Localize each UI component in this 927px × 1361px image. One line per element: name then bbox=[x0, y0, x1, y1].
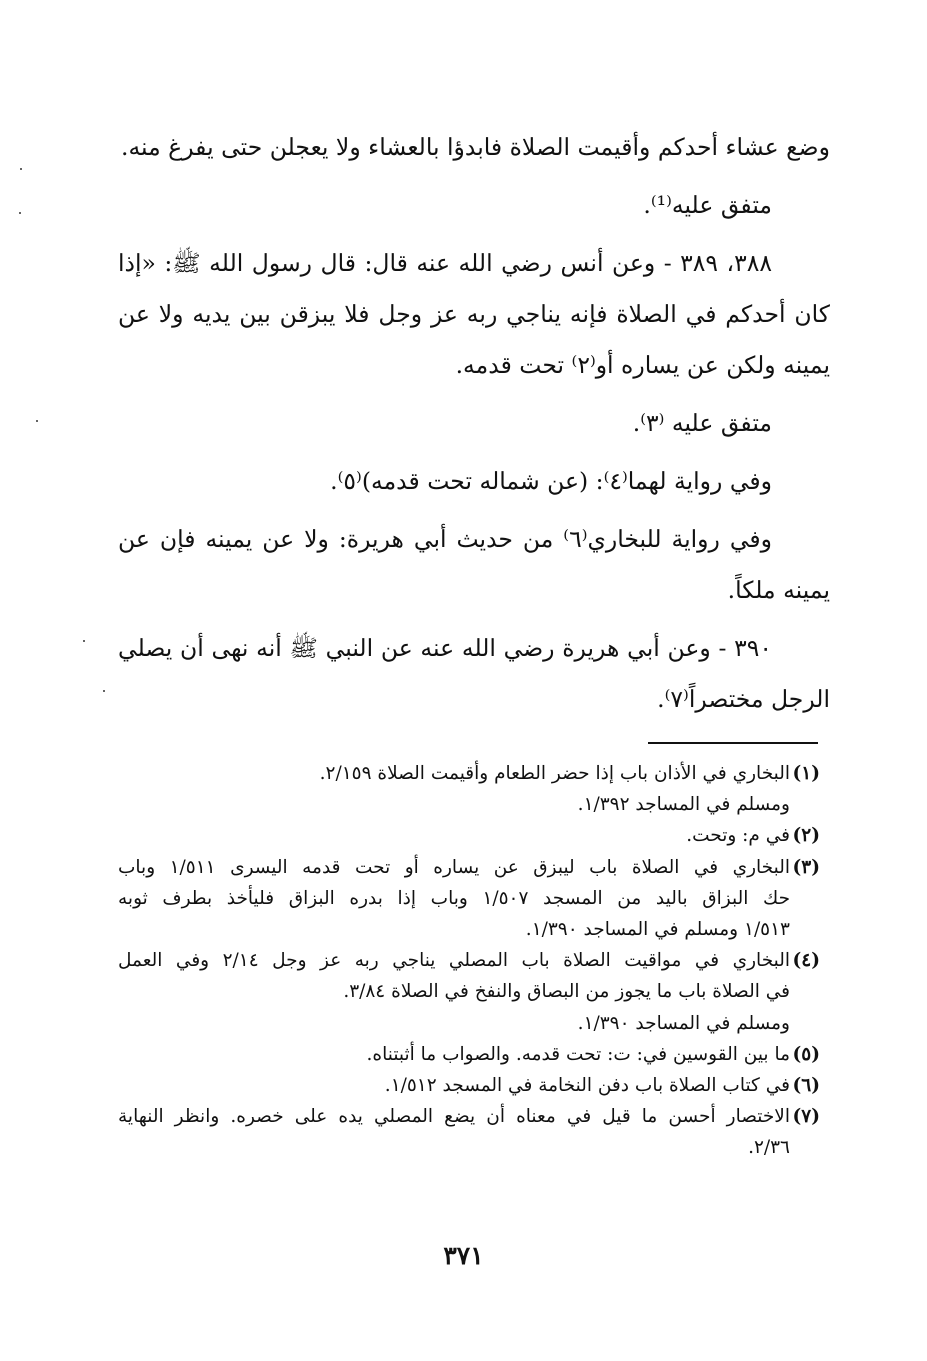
hadith-390: ٣٩٠ - وعن أبي هريرة رضي الله عنه عن النبي ﷺ أنه نهى أن يصلي الرجل مختصراً⁽٧⁾. bbox=[118, 634, 830, 713]
footnote-number: (٢) bbox=[792, 825, 820, 847]
paragraph-continuation: وضع عشاء أحدكم وأقيمت الصلاة فابدؤا بالعشاء ولا يعجلن حتى يفرغ منه. bbox=[120, 133, 830, 161]
footnote-item bbox=[118, 1070, 820, 1101]
main-text bbox=[118, 122, 830, 732]
footnote-text bbox=[118, 758, 790, 820]
riwaya-bukhari: وفي رواية للبخاري⁽٦⁾ من حديث أبي هريرة: ولا عن يمينه فإن عن يمينه ملكاً. bbox=[118, 525, 830, 604]
takhrij-line: متفق عليه ⁽٣⁾. bbox=[632, 409, 772, 437]
footnote-line: في كتاب الصلاة باب دفن النخامة في المسجد ١/٥١٢. bbox=[384, 1075, 790, 1097]
footnote-line: الاختصار أحسن ما قيل في معناه أن يضع المصلي يده على خصره. وانظر النهاية bbox=[118, 1106, 790, 1128]
footnote-text bbox=[118, 1101, 790, 1163]
footnote-line: ١/٥١٣ ومسلم في المساجد ١/٣٩٠. bbox=[525, 919, 790, 941]
scan-speck bbox=[83, 640, 85, 642]
footnote-item bbox=[118, 758, 820, 820]
footnote-number: (٣) bbox=[792, 856, 820, 878]
takhrij-line: متفق عليه⁽¹⁾. bbox=[643, 191, 772, 219]
footnote-number: (٥) bbox=[792, 1043, 820, 1065]
scan-speck bbox=[20, 168, 22, 170]
footnote-text bbox=[118, 1039, 790, 1070]
footnote-line: ما بين القوسين في: ت: تحت قدمه. والصواب ما أثبتناه. bbox=[366, 1043, 790, 1065]
page-number: ٣٧١ bbox=[443, 1241, 484, 1270]
footnote-line: البخاري في مواقيت الصلاة باب المصلي يناجي ربه عز وجل ٢/١٤ وفي العمل bbox=[118, 950, 790, 972]
footnote-line: ومسلم في المساجد ١/٣٩٠. bbox=[577, 1012, 790, 1034]
footnote-line: حك البزاق باليد من المسجد ١/٥٠٧ وباب إذا بدره البزاق فليأخذ بطرف ثوبه bbox=[118, 887, 790, 909]
footnote-text bbox=[118, 852, 790, 946]
footnote-line: ومسلم في المساجد ١/٣٩٢. bbox=[577, 794, 790, 816]
footnote-text bbox=[118, 1070, 790, 1101]
footnote-line: ٢/٣٦. bbox=[748, 1137, 790, 1159]
footnote-line: في م: وتحت. bbox=[686, 825, 790, 847]
footnote-item bbox=[118, 852, 820, 946]
footnote-item bbox=[118, 1039, 820, 1070]
scan-speck bbox=[103, 690, 105, 692]
footnote-separator bbox=[648, 742, 818, 744]
footnote-number: (٤) bbox=[792, 950, 820, 972]
footnote-item bbox=[118, 820, 820, 851]
footnote-line: في الصلاة باب ما يجوز من البصاق والنفخ في الصلاة ٣/٨٤. bbox=[343, 981, 790, 1003]
footnote-line: البخاري في الأذان باب إذا حضر الطعام وأقيمت الصلاة ٢/١٥٩. bbox=[319, 763, 790, 784]
footnotes bbox=[118, 758, 820, 1164]
footnote-number: (٧) bbox=[792, 1106, 820, 1128]
hadith-388-389: ٣٨٨، ٣٨٩ - وعن أنس رضي الله عنه قال: قال رسول الله ﷺ: «إذا كان أحدكم في الصلاة فإنه يناجي ربه عز وجل فلا يبزقن بين يديه ولا عن يمينه ولكن عن يساره أو⁽٢⁾ تحت قدمه. bbox=[118, 249, 830, 379]
footnote-item bbox=[118, 1101, 820, 1163]
footnote-text bbox=[118, 945, 790, 1039]
scan-speck bbox=[36, 420, 38, 422]
riwaya-line: وفي رواية لهما⁽٤⁾: (عن شماله تحت قدمه)⁽٥⁾. bbox=[330, 467, 772, 495]
scan-speck bbox=[19, 212, 21, 214]
footnote-number: (٦) bbox=[792, 1075, 820, 1097]
footnote-item bbox=[118, 945, 820, 1039]
footnote-text bbox=[118, 820, 790, 851]
footnote-line: البخاري في الصلاة باب ليبزق عن يساره أو تحت قدمه اليسرى ١/٥١١ وباب bbox=[118, 856, 790, 878]
footnote-number: (١) bbox=[792, 763, 820, 784]
